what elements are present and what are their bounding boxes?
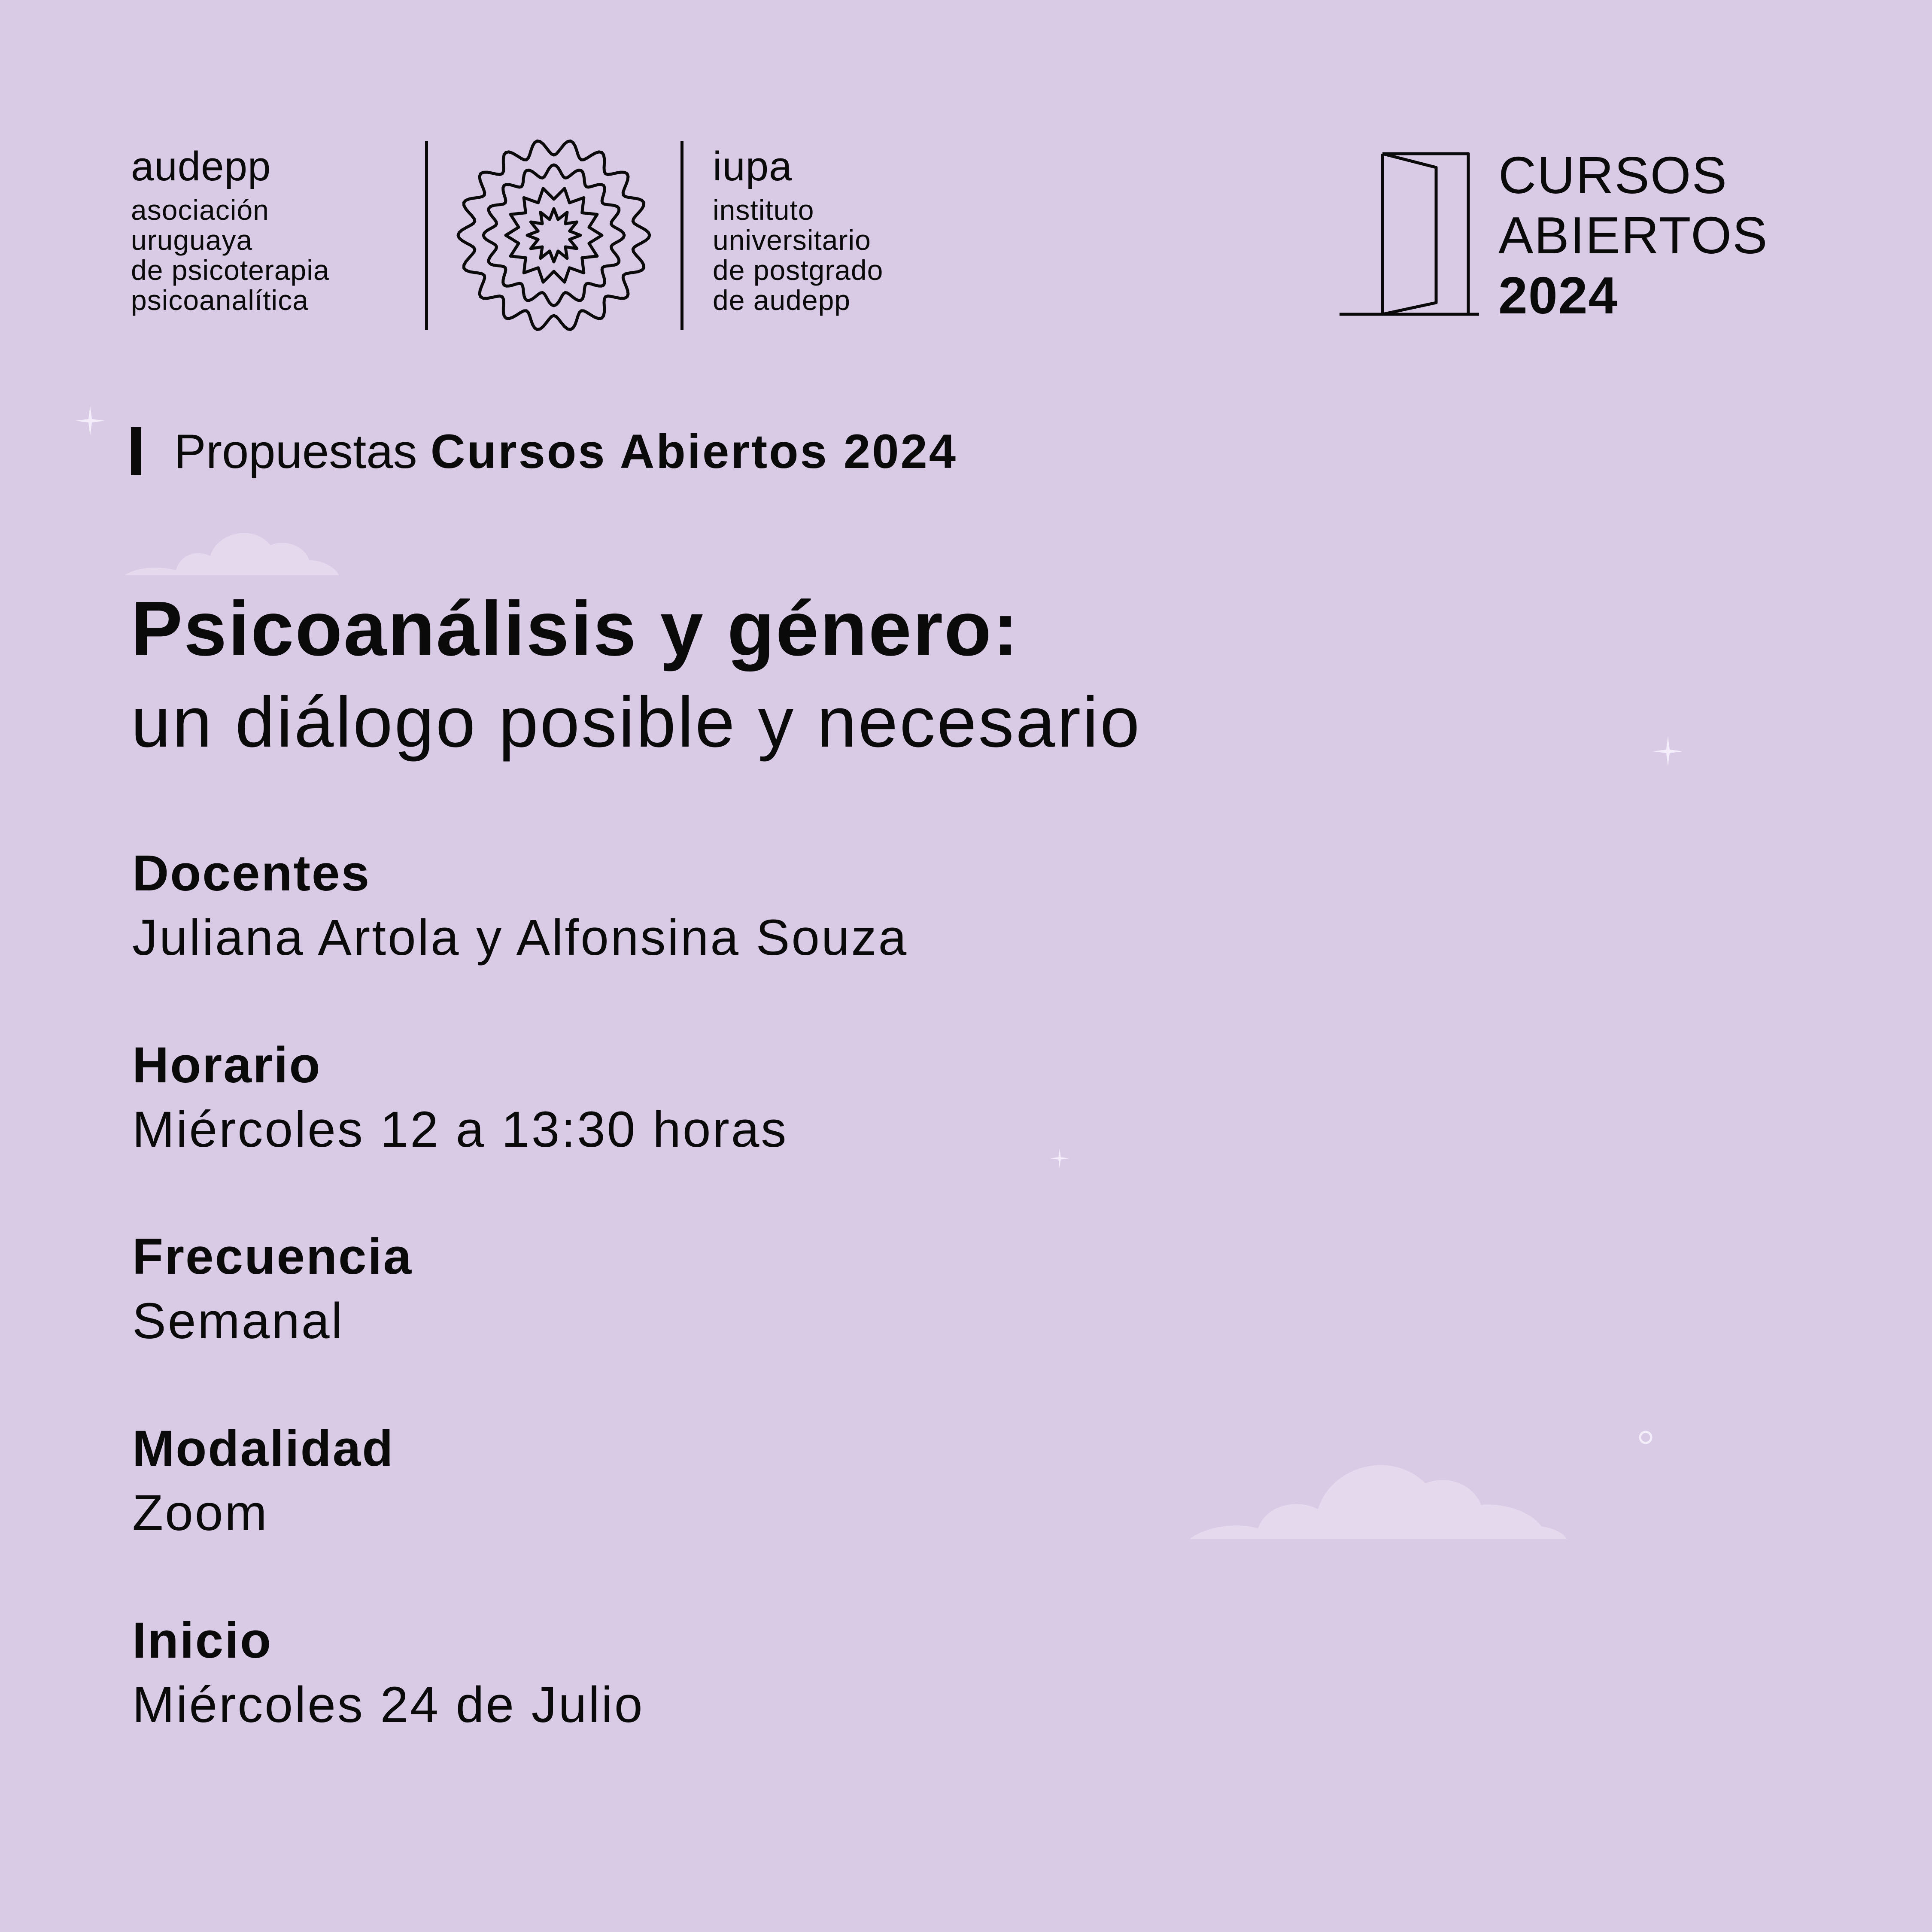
audepp-name: audepp <box>131 143 271 189</box>
detail-value: Semanal <box>132 1293 344 1349</box>
detail-inicio <box>132 1612 644 1733</box>
cursos-line: CURSOS <box>1498 146 1728 204</box>
detail-value: Miércoles 12 a 13:30 horas <box>132 1101 788 1158</box>
detail-label: Horario <box>132 1037 322 1094</box>
sparkle-icon <box>1653 736 1683 766</box>
cursos-year: 2024 <box>1498 266 1619 325</box>
open-door-icon <box>1340 150 1481 318</box>
iupa-logo <box>713 143 884 316</box>
detail-value: Juliana Artola y Alfonsina Souza <box>132 909 908 966</box>
detail-modalidad <box>132 1420 395 1541</box>
course-subtitle: un diálogo posible y necesario <box>131 683 1142 762</box>
header-divider <box>425 141 428 330</box>
sparkle-icon <box>75 406 105 436</box>
detail-value: Zoom <box>132 1485 269 1541</box>
audepp-line: de psicoterapia <box>131 254 330 286</box>
sparkle-icon <box>1050 1148 1069 1168</box>
header-divider <box>680 141 683 330</box>
audepp-line: psicoanalítica <box>131 284 309 316</box>
mandala-emblem-icon <box>455 137 653 334</box>
cloud-icon <box>1189 1440 1567 1539</box>
section-tag-bar <box>131 427 141 475</box>
audepp-line: uruguaya <box>131 224 253 256</box>
section-tag <box>174 425 958 478</box>
section-tag-bold: Cursos Abiertos 2024 <box>430 425 958 478</box>
detail-horario <box>132 1037 788 1158</box>
section-tag-prefix: Propuestas <box>174 425 417 478</box>
cursos-abiertos-wordmark <box>1498 145 1768 325</box>
detail-label: Modalidad <box>132 1420 395 1477</box>
detail-label: Docentes <box>132 845 371 902</box>
detail-label: Frecuencia <box>132 1228 413 1285</box>
detail-label: Inicio <box>132 1612 273 1669</box>
detail-docentes <box>132 845 908 966</box>
iupa-name: iupa <box>713 143 793 189</box>
iupa-line: universitario <box>713 224 871 256</box>
iupa-line: de audepp <box>713 284 851 316</box>
abiertos-line: ABIERTOS <box>1498 206 1768 264</box>
iupa-line: instituto <box>713 194 814 226</box>
detail-value: Miércoles 24 de Julio <box>132 1677 644 1733</box>
detail-frecuencia <box>132 1228 413 1349</box>
ring-icon <box>1638 1430 1653 1445</box>
iupa-line: de postgrado <box>713 254 884 286</box>
audepp-logo <box>131 143 330 316</box>
course-title: Psicoanálisis y género: <box>131 586 1020 672</box>
audepp-line: asociación <box>131 194 269 226</box>
cloud-icon <box>125 519 339 575</box>
